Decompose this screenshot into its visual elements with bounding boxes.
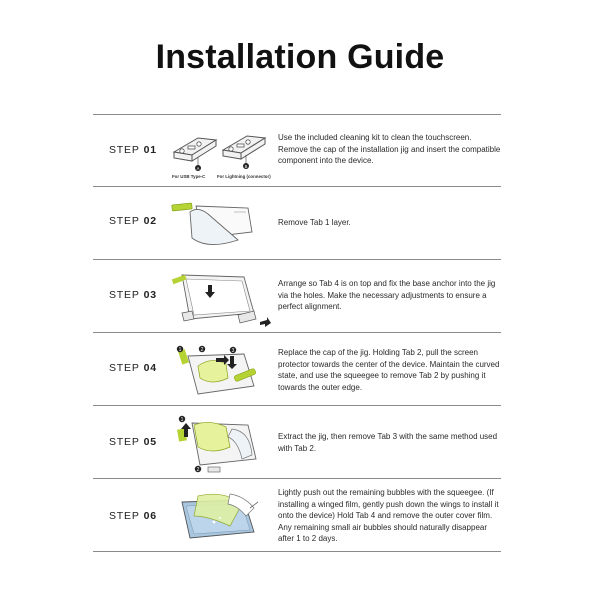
- squeegee-tab2-icon: [168, 338, 278, 402]
- step-description: Extract the jig, then remove Tab 3 with the same method used with Tab 2.: [278, 432, 498, 453]
- step-description: Arrange so Tab 4 is on top and fix the base anchor into the jig via the holes. Make the necessary adjustments to ensure a perfect alignment.: [278, 279, 496, 312]
- step-heading: STEP 06: [109, 510, 157, 522]
- marker-1: 1: [180, 417, 184, 423]
- step-description: Lightly push out the remaining bubbles with the squeegee. (If installing a winged film, gently push down the wings to install it onto the device) Hold Tab 4 and remove the outer cover film. Any remaining small air bubbles should naturally disappear after 1 to 2 days.: [278, 488, 499, 544]
- step-row: [93, 478, 501, 551]
- step-heading: STEP 02: [109, 215, 157, 227]
- step-row: [93, 332, 501, 405]
- peel-cover-film-icon: [168, 486, 273, 546]
- step-row: [93, 405, 501, 478]
- step-row: [93, 259, 501, 332]
- step-row: [93, 186, 501, 259]
- step-description: Replace the cap of the jig. Holding Tab 2, pull the screen protector towards the center of the device. Maintain the curved state, and use the squeegee to remove Tab 2 by pushing it towards the outer edge.: [278, 348, 500, 392]
- step-heading: STEP 01: [109, 144, 157, 156]
- installation-jig-caps-icon: [168, 124, 280, 182]
- remove-tab3-icon: [168, 411, 278, 475]
- step-row: [93, 114, 501, 186]
- marker-b: B: [244, 163, 248, 169]
- step-heading: STEP 03: [109, 289, 157, 301]
- caption-usb-c: For USB Type-C: [172, 174, 206, 179]
- remove-tab1-icon: [168, 198, 268, 250]
- marker-1: 1: [178, 347, 182, 353]
- align-jig-icon: [168, 265, 273, 329]
- divider: [93, 551, 501, 552]
- caption-lightning: For Lightning (connector): [217, 174, 271, 179]
- step-description: Remove Tab 1 layer.: [278, 218, 351, 227]
- marker-3: 3: [231, 348, 235, 354]
- page-title: Installation Guide: [155, 38, 445, 76]
- marker-2: 2: [196, 467, 200, 473]
- step-description: Use the included cleaning kit to clean the touchscreen. Remove the cap of the installation jig and insert the compatible component into the device.: [278, 133, 501, 166]
- marker-a: A: [196, 165, 200, 171]
- step-heading: STEP 04: [109, 362, 157, 374]
- marker-2: 2: [200, 347, 204, 353]
- step-heading: STEP 05: [109, 436, 157, 448]
